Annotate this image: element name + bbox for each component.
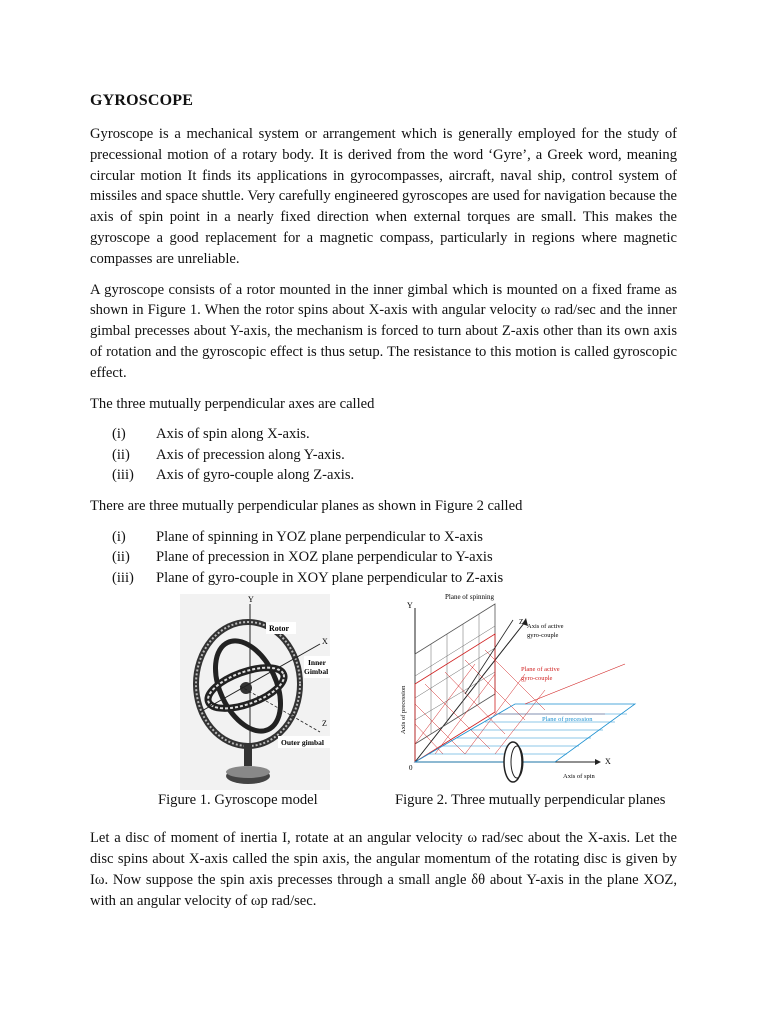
- fig2-axis-couple-label-1: Axis of active: [527, 623, 564, 631]
- plane-of-active-gyro-couple: [415, 634, 495, 762]
- spinning-disc: [504, 742, 522, 782]
- fig2-precession-axis-label: Axis of precession: [400, 685, 407, 735]
- figures-row: [90, 594, 677, 824]
- fig1-inner-label: Inner: [308, 658, 326, 668]
- stand-base-top: [226, 766, 270, 778]
- fig2-origin-label: 0: [409, 764, 413, 773]
- paragraph-axes-intro: The three mutually perpendicular axes are called: [90, 395, 375, 412]
- figure1-caption: Figure 1. Gyroscope model: [158, 792, 318, 809]
- paragraph-intro: Gyroscope is a mechanical system or arrangement which is generally employed for the study of precessional motion of a rotary body. It is derived from the word ‘Gyre’, a Greek word, meaning circular motion It finds its applications in gyrocompasses, aircraft, naval ship, control system of missiles and space shuttle. Very carefully engineered gyroscopes are used for navigation because the axis of spin point in a nearly fixed direction when external torques are small. This makes the gyroscope a good replacement for a magnetic compass, particularly in regions where magnetic compasses are unreliable.: [90, 126, 677, 267]
- fig2-x-label: X: [605, 757, 611, 767]
- gyroscope-model-figure: [180, 594, 330, 790]
- fig1-outer-label: Outer gimbal: [281, 738, 324, 748]
- fig2-active-label-1: Plane of active: [521, 666, 560, 674]
- fig2-active-label-2: gyro-couple: [521, 675, 553, 683]
- list-item: (ii) Plane of precession in XOZ plane perpendicular to Y-axis: [112, 549, 493, 566]
- fig2-precession-plane-label: Plane of precession: [542, 716, 593, 724]
- fig2-spin-axis-label: Axis of spin: [563, 773, 595, 781]
- gyro-couple-axis: [465, 620, 513, 694]
- document-page: [90, 92, 677, 921]
- fig2-spinning-label: Plane of spinning: [445, 594, 494, 602]
- paragraph-disc-text: Let a disc of moment of inertia I, rotate at an angular velocity ω rad/sec about the X-axis. Let the disc spins about X-axis called the spin axis, the angular momentum of the rotating disc is given by Iω. Now suppose the spin axis precesses through a small angle δθ about Y-axis in the plane XOZ, with an angular velocity of ωp rad/sec.: [90, 830, 677, 909]
- figure2-caption: Figure 2. Three mutually perpendicular planes: [395, 792, 666, 809]
- stand-post: [244, 744, 252, 766]
- fig2-z-label: Z: [519, 618, 524, 627]
- fig2-z-axis: [415, 622, 525, 762]
- perpendicular-planes-figure: [395, 594, 705, 794]
- fig1-z-label: Z: [322, 719, 327, 729]
- x-axis-arrow: [595, 759, 601, 765]
- plane-of-precession: [415, 704, 635, 762]
- list-item: (iii) Axis of gyro-couple along Z-axis.: [112, 467, 355, 484]
- list-item: (iii) Plane of gyro-couple in XOY plane perpendicular to Z-axis: [112, 569, 504, 586]
- planes-list: [90, 527, 677, 589]
- axes-list: [90, 424, 677, 486]
- fig2-y-label: Y: [407, 601, 413, 611]
- paragraph-disc: [90, 828, 677, 911]
- list-item: (i) Plane of spinning in YOZ plane perpendicular to X-axis: [112, 528, 483, 545]
- fig1-gimbal-label: Gimbal: [304, 667, 329, 677]
- fig1-y-label: Y: [248, 595, 254, 605]
- list-item: (ii) Axis of precession along Y-axis.: [112, 446, 345, 463]
- paragraph-construction: A gyroscope consists of a rotor mounted in the inner gimbal which is mounted on a fixed frame as shown in Figure 1. When the rotor spins about X-axis with angular velocity ω rad/sec and the inner gimbal precesses about Y-axis, the mechanism is forced to turn about Z-axis other than its own axis of rotation and the gyroscopic effect is thus setup. The resistance to this motion is called gyroscopic effect.: [90, 281, 677, 381]
- fig1-x-label: X: [322, 637, 328, 647]
- paragraph-planes-intro: There are three mutually perpendicular planes as shown in Figure 2 called: [90, 497, 523, 514]
- fig1-rotor-label: Rotor: [269, 624, 289, 634]
- fig2-axis-couple-label-2: gyro-couple: [527, 632, 559, 640]
- list-item: (i) Axis of spin along X-axis.: [112, 426, 310, 443]
- page-title: GYROSCOPE: [90, 92, 194, 109]
